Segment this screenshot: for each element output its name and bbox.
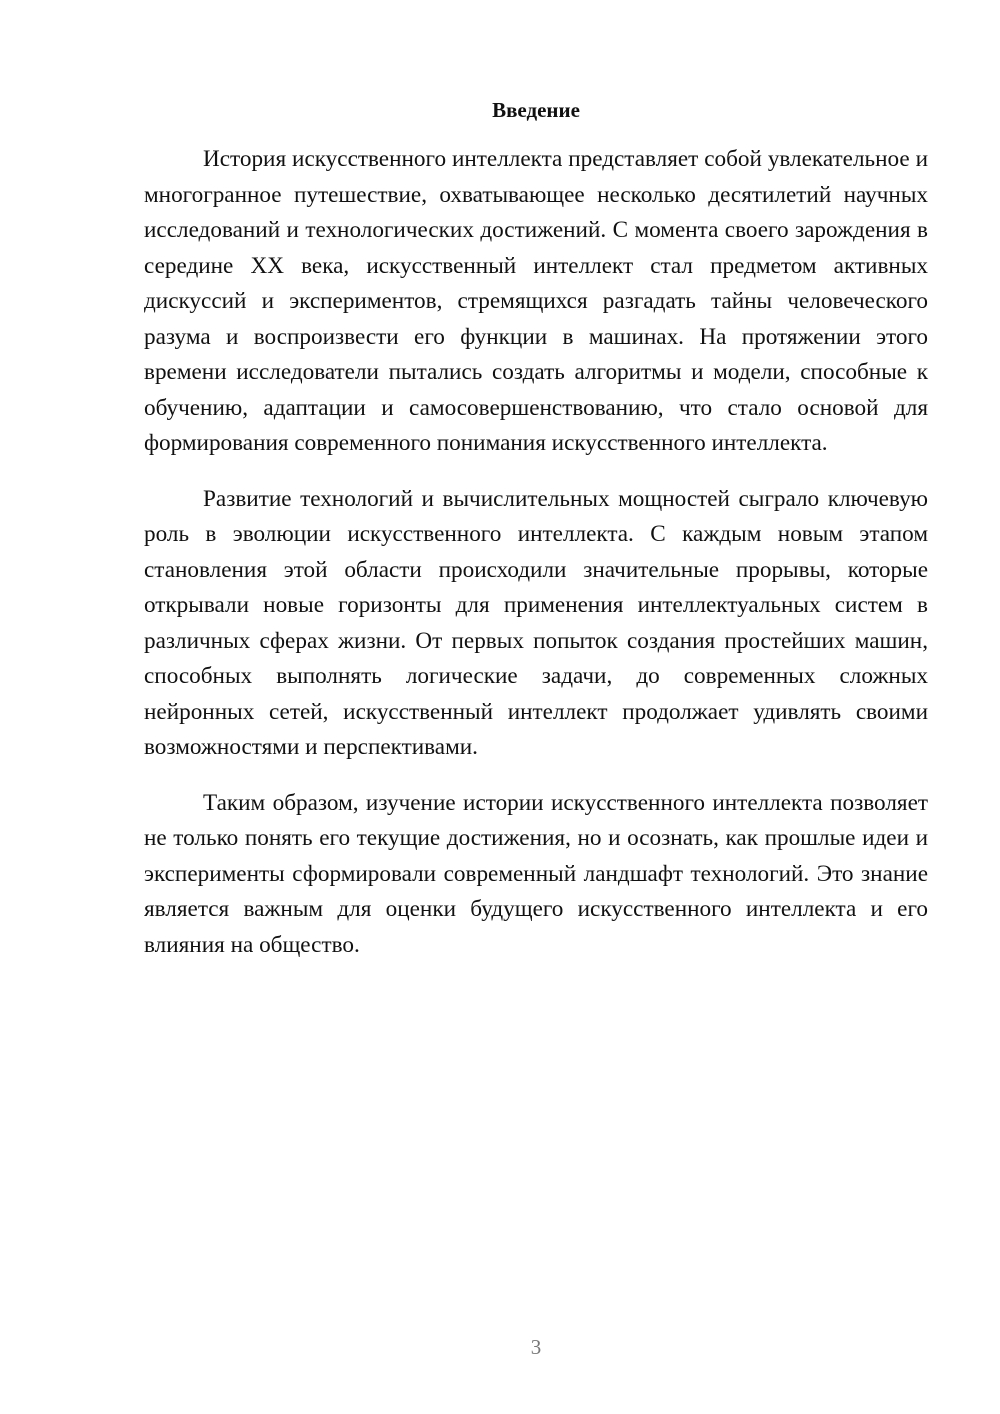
paragraph-2: Развитие технологий и вычислительных мощностей сыграло ключевую роль в эволюции искусственного интеллекта. С каждым новым этапом становления этой области происходили значительные прорывы, которые открывали новые горизонты для применения интеллектуальных систем в различных сферах жизни. От первых попыток создания простейших машин, способных выполнять логические задачи, до современных сложных нейронных сетей, искусственный интеллект продолжает удивлять своими возможностями и перспективами. (144, 485, 928, 760)
page-number: 3 (530, 1335, 542, 1359)
paragraph-3: Таким образом, изучение истории искусственного интеллекта позволяет не только понять его текущие достижения, но и осознать, как прошлые идеи и эксперименты сформировали современный ландшафт технологий. Это знание является важным для оценки будущего искусственного интеллекта и его влияния на общество. (144, 789, 928, 958)
paragraph-1: История искусственного интеллекта представляет собой увлекательное и многогранное путешествие, охватывающее несколько десятилетий научных исследований и технологических достижений. С момента своего зарождения в середине XX века, искусственный интеллект стал предметом активных дискуссий и экспериментов, стремящихся разгадать тайны человеческого разума и воспроизвести его функции в машинах. На протяжении этого времени исследователи пытались создать алгоритмы и модели, способные к обучению, адаптации и самосовершенствованию, что стало основой для формирования современного понимания искусственного интеллекта. (144, 146, 928, 456)
page-content (144, 96, 928, 983)
section-heading: Введение (492, 98, 580, 122)
